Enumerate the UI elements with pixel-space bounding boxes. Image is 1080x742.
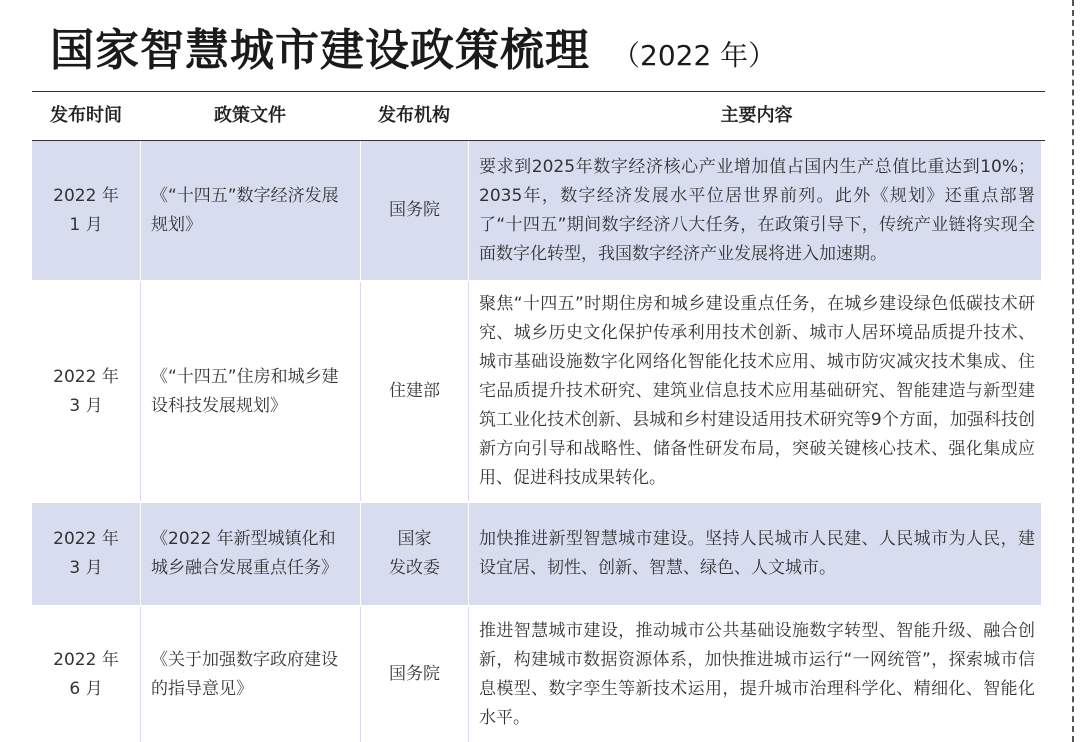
row-document: 《“十四五”住房和城乡建设科技发展规划》 <box>140 282 360 501</box>
row-content: 加快推进新型智慧城市建设。坚持人民城市人民建、人民城市为人民，建设宜居、韧性、创新、智慧、绿色、人文城市。 <box>468 503 1041 605</box>
row-agency: 住建部 <box>360 282 468 501</box>
header-agency: 发布机构 <box>378 105 450 126</box>
row-agency: 国务院 <box>360 141 468 280</box>
title-year: （2022 年） <box>612 39 777 72</box>
row-date: 2022 年 3 月 <box>53 366 119 416</box>
row-date: 2022 年 1 月 <box>53 185 119 235</box>
row-content: 推进智慧城市建设，推动城市公共基础设施数字转型、智能升级、融合创新，构建城市数据资源体系，加快推进城市运行“一网统管”，探索城市信息模型、数字孪生等新技术运用，提升城市治理科学化、精细化、智能化水平。 <box>468 607 1041 742</box>
dashed-border <box>1072 0 1074 742</box>
title-text: 国家智慧城市建设政策梳理 <box>50 25 590 76</box>
table-row <box>32 607 1041 742</box>
row-document: 《2022 年新型城镇化和城乡融合发展重点任务》 <box>140 503 360 605</box>
header-date: 发布时间 <box>50 105 122 126</box>
row-content: 聚焦“十四五”时期住房和城乡建设重点任务，在城乡建设绿色低碳技术研究、城乡历史文化保护传承利用技术创新、城市人居环境品质提升技术、城市基础设施数字化网络化智能化技术应用、城市防灾减灾技术集成、住宅品质提升技术研究、建筑业信息技术应用基础研究、智能建造与新型建筑工业化技术创新、县城和乡村建设适用技术研究等9个方面，加强科技创新方向引导和战略性、储备性研发布局，突破关键核心技术、强化集成应用、促进科技成果转化。 <box>468 282 1041 501</box>
row-content: 要求到2025年数字经济核心产业增加值占国内生产总值比重达到10%；2035年，数字经济发展水平位居世界前列。此外《规划》还重点部署了“十四五”期间数字经济八大任务，在政策引导下，传统产业链将实现全面数字化转型，我国数字经济产业发展将进入加速期。 <box>468 141 1041 280</box>
row-date: 2022 年 6 月 <box>53 649 119 699</box>
table-row <box>32 282 1041 501</box>
table-row <box>32 141 1041 280</box>
row-agency: 国家 发改委 <box>360 503 468 605</box>
header-content: 主要内容 <box>720 105 793 126</box>
row-document: 《关于加强数字政府建设的指导意见》 <box>140 607 360 742</box>
header-document: 政策文件 <box>214 105 286 126</box>
row-date: 2022 年 3 月 <box>53 529 119 578</box>
page-title <box>50 14 776 78</box>
row-agency: 国务院 <box>360 607 468 742</box>
row-document: 《“十四五”数字经济发展规划》 <box>140 141 360 280</box>
table-header <box>32 91 1045 140</box>
table-row <box>32 503 1041 605</box>
